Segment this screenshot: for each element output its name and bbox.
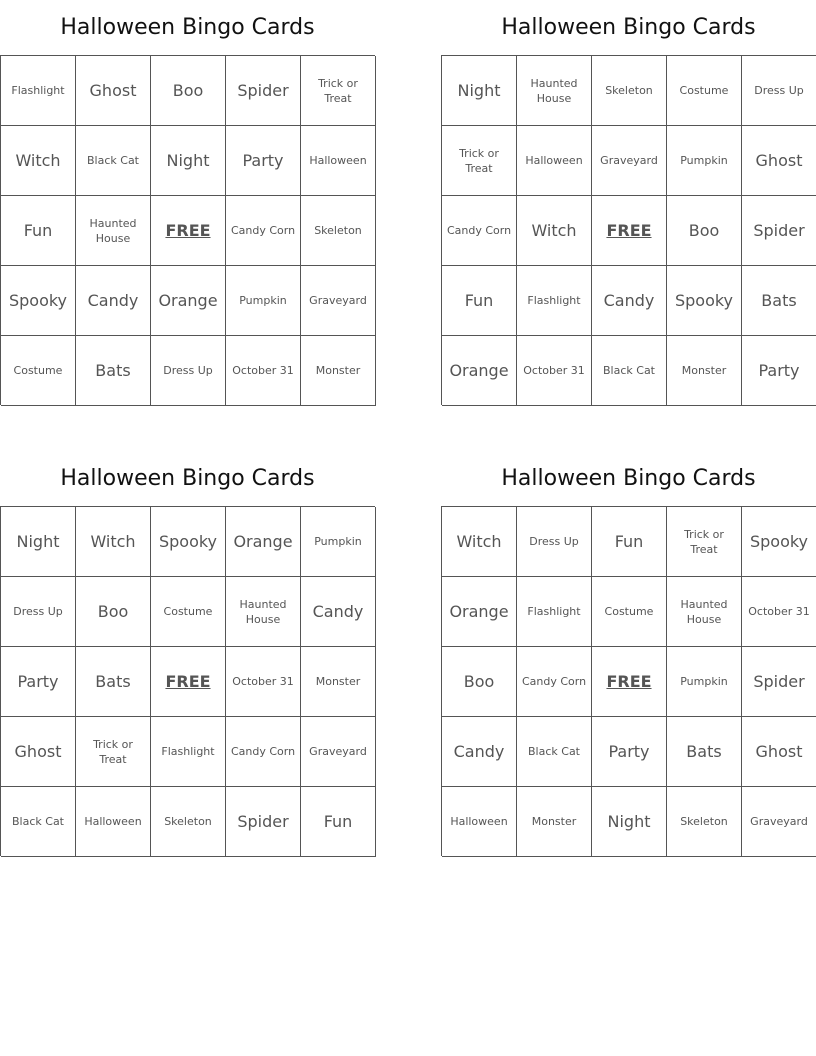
bingo-cell-label: Ghost xyxy=(14,741,62,761)
bingo-grid xyxy=(0,55,375,405)
bingo-cell-label: Monster xyxy=(681,364,727,377)
bingo-cell xyxy=(517,196,592,266)
bingo-cell-label: Pumpkin xyxy=(239,294,287,307)
bingo-cell-label: Trick or Treat xyxy=(93,737,133,766)
bingo-cell xyxy=(226,787,301,857)
bingo-cell-label: October 31 xyxy=(232,364,294,377)
bingo-cell-label: Costume xyxy=(163,605,213,618)
bingo-cell-label: Haunted House xyxy=(239,597,287,626)
bingo-cell xyxy=(592,126,667,196)
bingo-cell xyxy=(742,647,816,717)
bingo-cell-label: Skeleton xyxy=(680,815,728,828)
bingo-cell-label: Boo xyxy=(172,80,204,100)
bingo-cell xyxy=(301,647,376,717)
bingo-cell xyxy=(517,717,592,787)
bingo-cell xyxy=(1,647,76,717)
bingo-cell xyxy=(226,336,301,406)
bingo-cell xyxy=(76,196,151,266)
bingo-cell xyxy=(442,787,517,857)
bingo-cell xyxy=(1,717,76,787)
bingo-cell xyxy=(667,196,742,266)
bingo-cell-label: Black Cat xyxy=(12,815,64,828)
bingo-cell-label: Bats xyxy=(686,741,722,761)
bingo-cell-label: Costume xyxy=(13,364,63,377)
bingo-cell-label: Candy Corn xyxy=(446,224,512,237)
bingo-cell xyxy=(151,126,226,196)
bingo-cell-label: Monster xyxy=(315,675,361,688)
bingo-cell-label: Dress Up xyxy=(13,605,63,618)
bingo-cell xyxy=(76,507,151,577)
bingo-cell xyxy=(151,266,226,336)
bingo-cell xyxy=(442,717,517,787)
bingo-cell-label: Boo xyxy=(688,220,720,240)
bingo-cell xyxy=(667,507,742,577)
bingo-cell xyxy=(667,336,742,406)
bingo-cell-label: Ghost xyxy=(89,80,137,100)
bingo-cell-label: Spider xyxy=(237,811,289,831)
bingo-cell-label: Candy Corn xyxy=(230,745,296,758)
bingo-cell xyxy=(301,787,376,857)
bingo-cell-label: Candy Corn xyxy=(521,675,587,688)
bingo-cell xyxy=(226,577,301,647)
bingo-cell-label: Night xyxy=(457,80,501,100)
bingo-cell xyxy=(517,126,592,196)
bingo-cell-label: Skeleton xyxy=(605,84,653,97)
bingo-cell-label: Bats xyxy=(95,671,131,691)
bingo-cell-label: FREE xyxy=(165,672,211,691)
bingo-cell xyxy=(667,56,742,126)
bingo-cell xyxy=(442,196,517,266)
bingo-cell-label: FREE xyxy=(606,221,652,240)
bingo-cell xyxy=(592,717,667,787)
bingo-cell-label: Pumpkin xyxy=(314,535,362,548)
bingo-cell xyxy=(592,787,667,857)
bingo-cell-label: Costume xyxy=(679,84,729,97)
bingo-cell-label: Witch xyxy=(531,220,577,240)
bingo-cell-label: FREE xyxy=(606,672,652,691)
bingo-cell-label: Graveyard xyxy=(309,294,367,307)
bingo-cell xyxy=(517,507,592,577)
bingo-cell xyxy=(301,196,376,266)
bingo-cell xyxy=(76,717,151,787)
bingo-cell-label: Haunted House xyxy=(680,597,728,626)
bingo-cell xyxy=(442,647,517,717)
bingo-cell-label: Spooky xyxy=(674,290,734,310)
bingo-cell xyxy=(301,336,376,406)
bingo-cell xyxy=(226,56,301,126)
bingo-cell-label: October 31 xyxy=(232,675,294,688)
bingo-cell xyxy=(742,507,816,577)
bingo-cell-label: Dress Up xyxy=(529,535,579,548)
bingo-cell xyxy=(151,717,226,787)
free-space-cell xyxy=(151,196,226,266)
bingo-cell xyxy=(667,126,742,196)
bingo-cell xyxy=(76,787,151,857)
bingo-cell-label: Boo xyxy=(97,601,129,621)
bingo-cell xyxy=(517,266,592,336)
card-title: Halloween Bingo Cards xyxy=(501,466,756,491)
bingo-cell-label: Flashlight xyxy=(527,294,581,307)
bingo-cell xyxy=(301,507,376,577)
bingo-cell xyxy=(592,266,667,336)
bingo-cell-label: Witch xyxy=(90,531,136,551)
bingo-cell-label: Candy xyxy=(87,290,139,310)
bingo-cell-label: Spooky xyxy=(749,531,809,551)
bingo-cell-label: Skeleton xyxy=(314,224,362,237)
bingo-cell xyxy=(151,336,226,406)
bingo-cell xyxy=(301,266,376,336)
bingo-cell-label: Party xyxy=(608,741,650,761)
bingo-cell xyxy=(442,126,517,196)
bingo-cell-label: Fun xyxy=(614,531,644,551)
bingo-cell-label: Spider xyxy=(237,80,289,100)
bingo-cell-label: Witch xyxy=(456,531,502,551)
bingo-cell-label: Night xyxy=(166,150,210,170)
bingo-cell xyxy=(1,336,76,406)
bingo-cell xyxy=(226,647,301,717)
bingo-cell xyxy=(76,577,151,647)
bingo-cell xyxy=(442,336,517,406)
bingo-cell xyxy=(226,126,301,196)
bingo-grid xyxy=(441,55,816,405)
bingo-cell xyxy=(442,577,517,647)
bingo-cell-label: Orange xyxy=(233,531,293,551)
bingo-cell xyxy=(742,196,816,266)
bingo-cell xyxy=(742,787,816,857)
bingo-cell-label: Orange xyxy=(449,360,509,380)
bingo-cell-label: Witch xyxy=(15,150,61,170)
bingo-cell-label: Candy Corn xyxy=(230,224,296,237)
bingo-cell xyxy=(151,56,226,126)
bingo-cell-label: Fun xyxy=(323,811,353,831)
bingo-cell xyxy=(667,647,742,717)
bingo-cell-label: Black Cat xyxy=(603,364,655,377)
bingo-cell xyxy=(742,126,816,196)
bingo-card-2 xyxy=(441,0,816,405)
bingo-cell-label: Costume xyxy=(604,605,654,618)
bingo-cell xyxy=(1,56,76,126)
bingo-cell xyxy=(742,577,816,647)
bingo-cell xyxy=(301,126,376,196)
bingo-cell xyxy=(742,336,816,406)
bingo-cell xyxy=(301,717,376,787)
bingo-cell-label: Candy xyxy=(603,290,655,310)
bingo-cell-label: Trick or Treat xyxy=(684,527,724,556)
bingo-cell-label: Graveyard xyxy=(309,745,367,758)
bingo-cell-label: Black Cat xyxy=(87,154,139,167)
bingo-cell-label: Halloween xyxy=(309,154,367,167)
bingo-cell xyxy=(667,577,742,647)
bingo-cell xyxy=(592,507,667,577)
bingo-cell-label: Haunted House xyxy=(89,216,137,245)
bingo-cell xyxy=(76,336,151,406)
bingo-card-4 xyxy=(441,451,816,856)
bingo-cell-label: Bats xyxy=(95,360,131,380)
bingo-cell-label: Night xyxy=(607,811,651,831)
bingo-cell-label: Night xyxy=(16,531,60,551)
bingo-cell-label: Monster xyxy=(315,364,361,377)
bingo-cell xyxy=(667,266,742,336)
bingo-card-1 xyxy=(0,0,375,405)
bingo-cell-label: Party xyxy=(758,360,800,380)
bingo-cell xyxy=(517,56,592,126)
bingo-cell-label: Dress Up xyxy=(163,364,213,377)
bingo-cell-label: October 31 xyxy=(748,605,810,618)
bingo-cell xyxy=(442,56,517,126)
bingo-cell-label: Halloween xyxy=(450,815,508,828)
bingo-cell-label: Halloween xyxy=(84,815,142,828)
bingo-cell-label: Halloween xyxy=(525,154,583,167)
bingo-cell xyxy=(226,717,301,787)
bingo-cell xyxy=(517,787,592,857)
bingo-cell-label: Graveyard xyxy=(600,154,658,167)
bingo-cell xyxy=(442,266,517,336)
bingo-cell xyxy=(442,507,517,577)
bingo-cell-label: Boo xyxy=(463,671,495,691)
bingo-cell xyxy=(76,56,151,126)
bingo-cell-label: Spider xyxy=(753,220,805,240)
bingo-cell-label: Pumpkin xyxy=(680,154,728,167)
bingo-cell-label: Party xyxy=(17,671,59,691)
bingo-cell xyxy=(517,336,592,406)
bingo-cell-label: Candy xyxy=(453,741,505,761)
bingo-cell xyxy=(151,787,226,857)
bingo-cell-label: Fun xyxy=(464,290,494,310)
bingo-cell-label: Black Cat xyxy=(528,745,580,758)
bingo-cell-label: Pumpkin xyxy=(680,675,728,688)
bingo-cell xyxy=(301,577,376,647)
bingo-cell xyxy=(1,507,76,577)
bingo-cell-label: Flashlight xyxy=(527,605,581,618)
bingo-cell xyxy=(76,647,151,717)
bingo-cell xyxy=(76,126,151,196)
bingo-cell-label: October 31 xyxy=(523,364,585,377)
bingo-grid xyxy=(441,506,816,856)
bingo-cell xyxy=(592,56,667,126)
bingo-grid xyxy=(0,506,375,856)
bingo-cell xyxy=(226,196,301,266)
bingo-cell xyxy=(1,787,76,857)
bingo-cell-label: Spooky xyxy=(158,531,218,551)
free-space-cell xyxy=(151,647,226,717)
bingo-cell xyxy=(592,577,667,647)
bingo-cell xyxy=(1,126,76,196)
bingo-cell xyxy=(742,56,816,126)
bingo-cell xyxy=(301,56,376,126)
bingo-cell-label: Bats xyxy=(761,290,797,310)
bingo-cell-label: Trick or Treat xyxy=(318,76,358,105)
bingo-cell xyxy=(667,717,742,787)
bingo-cell-label: Spooky xyxy=(8,290,68,310)
bingo-cell-label: Ghost xyxy=(755,741,803,761)
bingo-cell xyxy=(1,196,76,266)
bingo-cell-label: Ghost xyxy=(755,150,803,170)
bingo-cell xyxy=(517,577,592,647)
bingo-cell xyxy=(667,787,742,857)
bingo-cell xyxy=(1,266,76,336)
bingo-cell-label: Spider xyxy=(753,671,805,691)
card-title: Halloween Bingo Cards xyxy=(501,15,756,40)
bingo-cell-label: Candy xyxy=(312,601,364,621)
card-title: Halloween Bingo Cards xyxy=(60,466,315,491)
bingo-cell xyxy=(151,507,226,577)
bingo-cell-label: Orange xyxy=(449,601,509,621)
bingo-cell xyxy=(226,266,301,336)
bingo-cell-label: Flashlight xyxy=(161,745,215,758)
bingo-cell xyxy=(742,266,816,336)
free-space-cell xyxy=(592,647,667,717)
free-space-cell xyxy=(592,196,667,266)
bingo-cell-label: Orange xyxy=(158,290,218,310)
bingo-cell xyxy=(742,717,816,787)
bingo-cell-label: Graveyard xyxy=(750,815,808,828)
bingo-cell-label: Party xyxy=(242,150,284,170)
bingo-cell-label: Fun xyxy=(23,220,53,240)
bingo-cell-label: Haunted House xyxy=(530,76,578,105)
bingo-cell xyxy=(76,266,151,336)
bingo-cell-label: Flashlight xyxy=(11,84,65,97)
bingo-cell-label: FREE xyxy=(165,221,211,240)
bingo-card-3 xyxy=(0,451,375,856)
bingo-cell xyxy=(151,577,226,647)
bingo-cell xyxy=(226,507,301,577)
bingo-cell-label: Monster xyxy=(531,815,577,828)
bingo-cell-label: Skeleton xyxy=(164,815,212,828)
bingo-cell-label: Dress Up xyxy=(754,84,804,97)
bingo-cell xyxy=(1,577,76,647)
bingo-cell xyxy=(517,647,592,717)
card-title: Halloween Bingo Cards xyxy=(60,15,315,40)
bingo-cell-label: Trick or Treat xyxy=(459,146,499,175)
bingo-cell xyxy=(592,336,667,406)
